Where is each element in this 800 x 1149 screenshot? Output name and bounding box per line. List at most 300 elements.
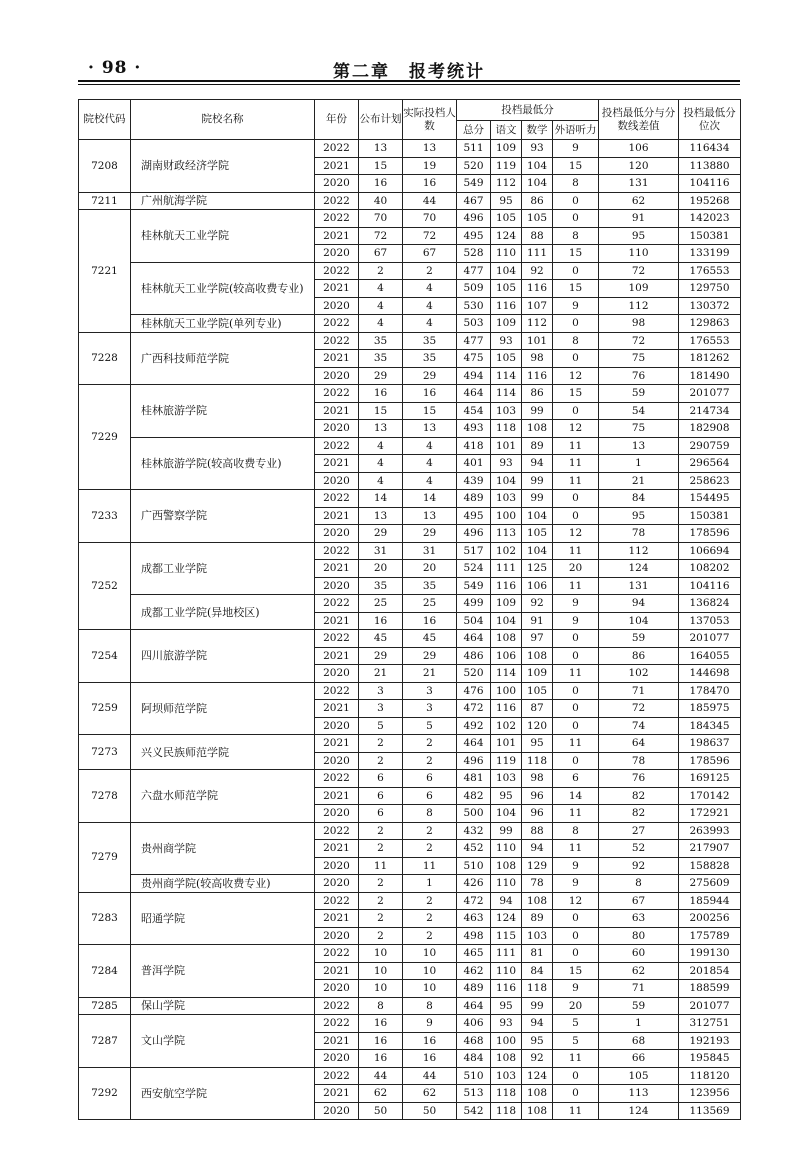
cell-chinese: 118 bbox=[491, 1102, 522, 1120]
cell-math: 116 bbox=[522, 280, 553, 298]
cell-diff: 72 bbox=[599, 262, 679, 280]
cell-listening: 9 bbox=[553, 140, 599, 158]
cell-diff: 13 bbox=[599, 437, 679, 455]
cell-rank: 150381 bbox=[679, 227, 741, 245]
cell-rank: 113880 bbox=[679, 157, 741, 175]
cell-planned: 21 bbox=[359, 665, 403, 683]
cell-math: 92 bbox=[522, 262, 553, 280]
cell-diff: 102 bbox=[599, 665, 679, 683]
cell-rank: 154495 bbox=[679, 490, 741, 508]
admission-stats-table bbox=[78, 99, 741, 1120]
cell-planned: 2 bbox=[359, 735, 403, 753]
cell-actual: 8 bbox=[403, 997, 457, 1015]
school-name: 桂林航天工业学院 bbox=[131, 210, 315, 263]
cell-year: 2020 bbox=[315, 752, 359, 770]
cell-actual: 16 bbox=[403, 385, 457, 403]
header-planned: 公布计划 bbox=[359, 100, 403, 140]
cell-planned: 29 bbox=[359, 525, 403, 543]
table-row bbox=[79, 892, 741, 910]
cell-diff: 82 bbox=[599, 787, 679, 805]
cell-listening: 0 bbox=[553, 717, 599, 735]
cell-listening: 0 bbox=[553, 262, 599, 280]
cell-diff: 112 bbox=[599, 542, 679, 560]
cell-math: 129 bbox=[522, 857, 553, 875]
cell-math: 124 bbox=[522, 1067, 553, 1085]
cell-listening: 12 bbox=[553, 420, 599, 438]
cell-actual: 10 bbox=[403, 962, 457, 980]
cell-year: 2021 bbox=[315, 735, 359, 753]
cell-total: 484 bbox=[457, 1050, 491, 1068]
school-name: 桂林航天工业学院(较高收费专业) bbox=[131, 262, 315, 315]
school-code: 7252 bbox=[79, 542, 131, 630]
cell-total: 500 bbox=[457, 805, 491, 823]
cell-diff: 74 bbox=[599, 717, 679, 735]
cell-total: 468 bbox=[457, 1032, 491, 1050]
header-listening: 外语听力 bbox=[553, 121, 599, 140]
cell-year: 2021 bbox=[315, 402, 359, 420]
cell-planned: 4 bbox=[359, 315, 403, 333]
cell-chinese: 93 bbox=[491, 455, 522, 473]
cell-actual: 44 bbox=[403, 1067, 457, 1085]
cell-math: 118 bbox=[522, 980, 553, 998]
cell-chinese: 118 bbox=[491, 420, 522, 438]
cell-total: 464 bbox=[457, 997, 491, 1015]
cell-planned: 2 bbox=[359, 910, 403, 928]
cell-actual: 50 bbox=[403, 1102, 457, 1120]
cell-actual: 29 bbox=[403, 525, 457, 543]
cell-rank: 201077 bbox=[679, 385, 741, 403]
cell-diff: 59 bbox=[599, 997, 679, 1015]
school-name: 普洱学院 bbox=[131, 945, 315, 998]
cell-year: 2021 bbox=[315, 787, 359, 805]
header-chinese: 语文 bbox=[491, 121, 522, 140]
cell-math: 105 bbox=[522, 682, 553, 700]
school-name: 成都工业学院 bbox=[131, 542, 315, 595]
cell-year: 2022 bbox=[315, 332, 359, 350]
cell-diff: 62 bbox=[599, 962, 679, 980]
cell-year: 2021 bbox=[315, 910, 359, 928]
cell-planned: 6 bbox=[359, 805, 403, 823]
cell-diff: 75 bbox=[599, 420, 679, 438]
cell-planned: 4 bbox=[359, 455, 403, 473]
school-code: 7279 bbox=[79, 822, 131, 892]
cell-math: 105 bbox=[522, 210, 553, 228]
cell-chinese: 93 bbox=[491, 1015, 522, 1033]
cell-planned: 16 bbox=[359, 1015, 403, 1033]
table-row bbox=[79, 595, 741, 613]
school-code: 7278 bbox=[79, 770, 131, 823]
school-code: 7254 bbox=[79, 630, 131, 683]
cell-diff: 63 bbox=[599, 910, 679, 928]
table-row bbox=[79, 437, 741, 455]
cell-total: 401 bbox=[457, 455, 491, 473]
cell-actual: 44 bbox=[403, 192, 457, 210]
cell-listening: 14 bbox=[553, 787, 599, 805]
cell-rank: 181490 bbox=[679, 367, 741, 385]
cell-chinese: 102 bbox=[491, 717, 522, 735]
cell-math: 91 bbox=[522, 612, 553, 630]
cell-rank: 178596 bbox=[679, 752, 741, 770]
cell-rank: 188599 bbox=[679, 980, 741, 998]
cell-total: 465 bbox=[457, 945, 491, 963]
cell-rank: 104116 bbox=[679, 577, 741, 595]
cell-diff: 124 bbox=[599, 1102, 679, 1120]
cell-chinese: 110 bbox=[491, 875, 522, 893]
table-row bbox=[79, 192, 741, 210]
cell-chinese: 108 bbox=[491, 857, 522, 875]
cell-planned: 13 bbox=[359, 140, 403, 158]
cell-year: 2022 bbox=[315, 210, 359, 228]
cell-year: 2020 bbox=[315, 472, 359, 490]
cell-math: 92 bbox=[522, 595, 553, 613]
cell-actual: 2 bbox=[403, 840, 457, 858]
cell-actual: 16 bbox=[403, 612, 457, 630]
cell-math: 111 bbox=[522, 245, 553, 263]
cell-chinese: 104 bbox=[491, 472, 522, 490]
cell-listening: 9 bbox=[553, 595, 599, 613]
table-row bbox=[79, 315, 741, 333]
page-number: · 98 · bbox=[88, 58, 142, 78]
cell-rank: 113569 bbox=[679, 1102, 741, 1120]
cell-diff: 120 bbox=[599, 157, 679, 175]
cell-math: 108 bbox=[522, 1102, 553, 1120]
cell-total: 549 bbox=[457, 577, 491, 595]
cell-actual: 20 bbox=[403, 560, 457, 578]
cell-total: 509 bbox=[457, 280, 491, 298]
cell-year: 2021 bbox=[315, 507, 359, 525]
cell-total: 549 bbox=[457, 175, 491, 193]
cell-planned: 40 bbox=[359, 192, 403, 210]
cell-planned: 11 bbox=[359, 857, 403, 875]
cell-total: 496 bbox=[457, 752, 491, 770]
cell-chinese: 108 bbox=[491, 1050, 522, 1068]
cell-chinese: 101 bbox=[491, 437, 522, 455]
cell-math: 95 bbox=[522, 735, 553, 753]
cell-year: 2022 bbox=[315, 595, 359, 613]
table-row bbox=[79, 997, 741, 1015]
cell-actual: 9 bbox=[403, 1015, 457, 1033]
cell-math: 86 bbox=[522, 385, 553, 403]
cell-total: 464 bbox=[457, 630, 491, 648]
cell-rank: 169125 bbox=[679, 770, 741, 788]
cell-rank: 150381 bbox=[679, 507, 741, 525]
cell-rank: 129750 bbox=[679, 280, 741, 298]
cell-diff: 60 bbox=[599, 945, 679, 963]
cell-year: 2020 bbox=[315, 665, 359, 683]
cell-listening: 8 bbox=[553, 332, 599, 350]
cell-chinese: 109 bbox=[491, 315, 522, 333]
cell-rank: 296564 bbox=[679, 455, 741, 473]
cell-total: 493 bbox=[457, 420, 491, 438]
school-code: 7285 bbox=[79, 997, 131, 1015]
cell-math: 98 bbox=[522, 770, 553, 788]
cell-total: 467 bbox=[457, 192, 491, 210]
cell-total: 477 bbox=[457, 332, 491, 350]
cell-diff: 8 bbox=[599, 875, 679, 893]
header-rule bbox=[78, 80, 740, 82]
cell-diff: 92 bbox=[599, 857, 679, 875]
school-name: 广西警察学院 bbox=[131, 490, 315, 543]
cell-math: 104 bbox=[522, 157, 553, 175]
cell-rank: 158828 bbox=[679, 857, 741, 875]
cell-chinese: 118 bbox=[491, 1085, 522, 1103]
cell-listening: 11 bbox=[553, 1102, 599, 1120]
cell-actual: 2 bbox=[403, 752, 457, 770]
cell-chinese: 115 bbox=[491, 927, 522, 945]
cell-planned: 2 bbox=[359, 822, 403, 840]
cell-chinese: 109 bbox=[491, 140, 522, 158]
cell-math: 104 bbox=[522, 507, 553, 525]
cell-planned: 35 bbox=[359, 332, 403, 350]
cell-listening: 9 bbox=[553, 297, 599, 315]
cell-total: 477 bbox=[457, 262, 491, 280]
cell-total: 426 bbox=[457, 875, 491, 893]
cell-math: 92 bbox=[522, 1050, 553, 1068]
cell-year: 2022 bbox=[315, 770, 359, 788]
cell-year: 2022 bbox=[315, 997, 359, 1015]
cell-planned: 4 bbox=[359, 280, 403, 298]
cell-planned: 2 bbox=[359, 875, 403, 893]
cell-listening: 15 bbox=[553, 157, 599, 175]
cell-planned: 29 bbox=[359, 647, 403, 665]
cell-chinese: 111 bbox=[491, 560, 522, 578]
cell-chinese: 105 bbox=[491, 210, 522, 228]
cell-year: 2021 bbox=[315, 280, 359, 298]
cell-math: 84 bbox=[522, 962, 553, 980]
cell-total: 517 bbox=[457, 542, 491, 560]
cell-chinese: 124 bbox=[491, 910, 522, 928]
cell-total: 475 bbox=[457, 350, 491, 368]
cell-math: 103 bbox=[522, 927, 553, 945]
header-rank: 投档最低分位次 bbox=[679, 100, 741, 140]
cell-diff: 91 bbox=[599, 210, 679, 228]
table-row bbox=[79, 875, 741, 893]
cell-diff: 131 bbox=[599, 577, 679, 595]
cell-rank: 104116 bbox=[679, 175, 741, 193]
cell-listening: 9 bbox=[553, 612, 599, 630]
school-code: 7259 bbox=[79, 682, 131, 735]
cell-diff: 82 bbox=[599, 805, 679, 823]
cell-total: 495 bbox=[457, 227, 491, 245]
cell-planned: 50 bbox=[359, 1102, 403, 1120]
cell-rank: 178596 bbox=[679, 525, 741, 543]
cell-math: 96 bbox=[522, 787, 553, 805]
cell-chinese: 116 bbox=[491, 980, 522, 998]
cell-listening: 11 bbox=[553, 805, 599, 823]
cell-actual: 16 bbox=[403, 1032, 457, 1050]
cell-planned: 35 bbox=[359, 577, 403, 595]
cell-math: 107 bbox=[522, 297, 553, 315]
cell-listening: 11 bbox=[553, 455, 599, 473]
cell-year: 2021 bbox=[315, 1085, 359, 1103]
cell-actual: 2 bbox=[403, 262, 457, 280]
cell-total: 511 bbox=[457, 140, 491, 158]
header-name: 院校名称 bbox=[131, 100, 315, 140]
cell-year: 2022 bbox=[315, 140, 359, 158]
cell-rank: 181262 bbox=[679, 350, 741, 368]
cell-actual: 15 bbox=[403, 402, 457, 420]
cell-planned: 70 bbox=[359, 210, 403, 228]
cell-year: 2022 bbox=[315, 1015, 359, 1033]
cell-diff: 78 bbox=[599, 752, 679, 770]
cell-rank: 176553 bbox=[679, 332, 741, 350]
cell-planned: 20 bbox=[359, 560, 403, 578]
cell-total: 406 bbox=[457, 1015, 491, 1033]
cell-listening: 11 bbox=[553, 735, 599, 753]
cell-year: 2022 bbox=[315, 437, 359, 455]
cell-planned: 15 bbox=[359, 157, 403, 175]
cell-rank: 198637 bbox=[679, 735, 741, 753]
cell-rank: 136824 bbox=[679, 595, 741, 613]
cell-total: 439 bbox=[457, 472, 491, 490]
cell-listening: 20 bbox=[553, 560, 599, 578]
cell-planned: 3 bbox=[359, 700, 403, 718]
cell-year: 2022 bbox=[315, 262, 359, 280]
table-header bbox=[79, 100, 741, 140]
cell-total: 504 bbox=[457, 612, 491, 630]
school-name: 贵州商学院 bbox=[131, 822, 315, 875]
cell-listening: 0 bbox=[553, 910, 599, 928]
cell-listening: 0 bbox=[553, 315, 599, 333]
cell-listening: 0 bbox=[553, 700, 599, 718]
cell-chinese: 95 bbox=[491, 192, 522, 210]
cell-math: 95 bbox=[522, 1032, 553, 1050]
cell-actual: 3 bbox=[403, 700, 457, 718]
cell-planned: 25 bbox=[359, 595, 403, 613]
cell-chinese: 119 bbox=[491, 752, 522, 770]
cell-chinese: 124 bbox=[491, 227, 522, 245]
cell-year: 2022 bbox=[315, 1067, 359, 1085]
cell-diff: 71 bbox=[599, 980, 679, 998]
page-header bbox=[78, 48, 740, 88]
school-name: 贵州商学院(较高收费专业) bbox=[131, 875, 315, 893]
cell-rank: 130372 bbox=[679, 297, 741, 315]
cell-chinese: 102 bbox=[491, 542, 522, 560]
school-name: 广州航海学院 bbox=[131, 192, 315, 210]
header-min-group: 投档最低分 bbox=[457, 100, 599, 121]
cell-chinese: 114 bbox=[491, 367, 522, 385]
cell-chinese: 112 bbox=[491, 175, 522, 193]
cell-chinese: 108 bbox=[491, 630, 522, 648]
cell-math: 116 bbox=[522, 367, 553, 385]
cell-rank: 144698 bbox=[679, 665, 741, 683]
cell-math: 93 bbox=[522, 140, 553, 158]
cell-diff: 68 bbox=[599, 1032, 679, 1050]
cell-planned: 31 bbox=[359, 542, 403, 560]
chapter-title: 第二章 报考统计 bbox=[333, 62, 485, 82]
cell-total: 463 bbox=[457, 910, 491, 928]
cell-planned: 2 bbox=[359, 262, 403, 280]
cell-math: 94 bbox=[522, 1015, 553, 1033]
header-rule-thin bbox=[78, 84, 740, 85]
cell-planned: 16 bbox=[359, 175, 403, 193]
cell-chinese: 105 bbox=[491, 280, 522, 298]
cell-year: 2021 bbox=[315, 1032, 359, 1050]
cell-total: 418 bbox=[457, 437, 491, 455]
cell-listening: 0 bbox=[553, 945, 599, 963]
cell-math: 78 bbox=[522, 875, 553, 893]
cell-actual: 4 bbox=[403, 297, 457, 315]
cell-year: 2022 bbox=[315, 945, 359, 963]
cell-math: 99 bbox=[522, 490, 553, 508]
cell-planned: 5 bbox=[359, 717, 403, 735]
cell-year: 2021 bbox=[315, 350, 359, 368]
cell-listening: 0 bbox=[553, 630, 599, 648]
school-code: 7211 bbox=[79, 192, 131, 210]
cell-rank: 116434 bbox=[679, 140, 741, 158]
cell-diff: 72 bbox=[599, 332, 679, 350]
school-code: 7229 bbox=[79, 385, 131, 490]
cell-diff: 106 bbox=[599, 140, 679, 158]
cell-math: 101 bbox=[522, 332, 553, 350]
cell-total: 528 bbox=[457, 245, 491, 263]
cell-total: 542 bbox=[457, 1102, 491, 1120]
cell-rank: 200256 bbox=[679, 910, 741, 928]
cell-total: 496 bbox=[457, 525, 491, 543]
cell-total: 524 bbox=[457, 560, 491, 578]
cell-year: 2020 bbox=[315, 1050, 359, 1068]
cell-diff: 59 bbox=[599, 385, 679, 403]
cell-year: 2020 bbox=[315, 577, 359, 595]
cell-actual: 10 bbox=[403, 945, 457, 963]
school-code: 7228 bbox=[79, 332, 131, 385]
cell-listening: 0 bbox=[553, 682, 599, 700]
cell-year: 2022 bbox=[315, 892, 359, 910]
cell-rank: 214734 bbox=[679, 402, 741, 420]
cell-planned: 8 bbox=[359, 997, 403, 1015]
cell-planned: 2 bbox=[359, 892, 403, 910]
cell-planned: 67 bbox=[359, 245, 403, 263]
cell-chinese: 111 bbox=[491, 945, 522, 963]
cell-math: 104 bbox=[522, 175, 553, 193]
cell-actual: 1 bbox=[403, 875, 457, 893]
cell-listening: 0 bbox=[553, 507, 599, 525]
cell-actual: 35 bbox=[403, 350, 457, 368]
cell-math: 88 bbox=[522, 822, 553, 840]
cell-diff: 131 bbox=[599, 175, 679, 193]
cell-year: 2021 bbox=[315, 157, 359, 175]
cell-diff: 1 bbox=[599, 1015, 679, 1033]
cell-rank: 137053 bbox=[679, 612, 741, 630]
cell-actual: 19 bbox=[403, 157, 457, 175]
cell-chinese: 103 bbox=[491, 490, 522, 508]
cell-planned: 3 bbox=[359, 682, 403, 700]
header-actual: 实际投档人数 bbox=[403, 100, 457, 140]
cell-year: 2020 bbox=[315, 875, 359, 893]
cell-diff: 112 bbox=[599, 297, 679, 315]
cell-actual: 16 bbox=[403, 175, 457, 193]
cell-math: 112 bbox=[522, 315, 553, 333]
cell-diff: 76 bbox=[599, 770, 679, 788]
cell-listening: 12 bbox=[553, 367, 599, 385]
cell-chinese: 104 bbox=[491, 805, 522, 823]
cell-planned: 6 bbox=[359, 770, 403, 788]
cell-listening: 11 bbox=[553, 840, 599, 858]
cell-rank: 201854 bbox=[679, 962, 741, 980]
cell-total: 462 bbox=[457, 962, 491, 980]
cell-diff: 95 bbox=[599, 227, 679, 245]
cell-actual: 2 bbox=[403, 927, 457, 945]
cell-year: 2022 bbox=[315, 822, 359, 840]
cell-year: 2022 bbox=[315, 542, 359, 560]
cell-total: 498 bbox=[457, 927, 491, 945]
cell-year: 2020 bbox=[315, 525, 359, 543]
school-name: 广西科技师范学院 bbox=[131, 332, 315, 385]
cell-math: 108 bbox=[522, 892, 553, 910]
school-code: 7273 bbox=[79, 735, 131, 770]
cell-year: 2022 bbox=[315, 385, 359, 403]
cell-chinese: 114 bbox=[491, 665, 522, 683]
